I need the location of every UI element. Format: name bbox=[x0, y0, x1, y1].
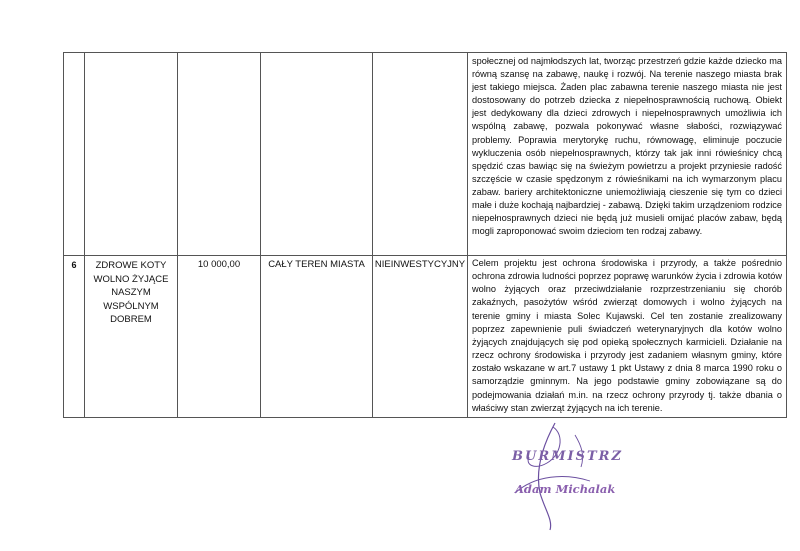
project-amount: 10 000,00 bbox=[197, 259, 241, 270]
cell-amount bbox=[178, 53, 261, 256]
cell-location bbox=[261, 53, 373, 256]
project-description: społecznej od najmłodszych lat, tworząc przestrzeń gdzie każde dziecko ma równą szansę na zabawę, naukę i rozwój. Na terenie naszego miasta brak jest takiego miejsca. Żaden plac zabawna terenie naszego miasta nie jest dostosowany do potrzeb dziecka z niepełnosprawnością ruchową. Obiekt jest dedykowany dla dzieci zdrowych i niepełnosprawnych umożliwia ich wspólną zabawę, pozwala pokonywać własne słabości, rozwiązywać problemy. Poprawia merytorykę ruchu, równowagę, eliminuje poczucie wykluczenia osób niepełnosprawnych, którzy tak jak inni rówieśnicy chcą spędzić czas bawiąc się na świeżym powietrzu a projekt przyniesie radość szczęście w czasie spędzonym z rówieśnikami na ich wymarzonym placu zabaw. bariery architektoniczne uniemożliwiają cieszenie się tym co dzieci małe i duże kochają najbardziej - zabawą. Dzięki takim urządzeniom rodzice niepełnosprawnych dzieci nie będą już musieli omijać placów zabaw, będą mogli zaproponować swoim dzieciom ten rodzaj zabawy. bbox=[472, 56, 782, 237]
row-number: 6 bbox=[71, 260, 77, 270]
project-name: ZDROWE KOTY WOLNO ŻYJĄCE NASZYM WSPÓLNYM DOBREM bbox=[93, 260, 169, 325]
cell-number bbox=[64, 53, 85, 256]
project-location: CAŁY TEREN MIASTA bbox=[268, 259, 365, 270]
table-row bbox=[64, 256, 787, 418]
cell-name bbox=[85, 256, 178, 418]
stamp-name: Adam Michalak bbox=[515, 482, 616, 496]
cell-amount bbox=[178, 256, 261, 418]
cell-type bbox=[373, 53, 468, 256]
project-type: NIEINWESTYCYJNY bbox=[374, 259, 466, 270]
cell-number bbox=[64, 256, 85, 418]
cell-type bbox=[373, 256, 468, 418]
table-row bbox=[64, 53, 787, 256]
cell-description bbox=[468, 53, 787, 256]
cell-name bbox=[85, 53, 178, 256]
cell-description bbox=[468, 256, 787, 418]
projects-table bbox=[63, 52, 787, 418]
signature-scribble bbox=[495, 415, 635, 535]
cell-location bbox=[261, 256, 373, 418]
project-description: Celem projektu jest ochrona środowiska i przyrody, a także pośrednio ochrona zdrowia ludności poprzez poprawę warunków życia i zdrowia kotów wolno żyjących oraz przeciwdziałanie rozprzestrzenianiu się chorób zakaźnych, pasożytów wśród zwierząt domowych i wolno żyjących na terenie gminy i miasta Solec Kujawski. Cel ten zostanie zrealizowany poprzez zapewnienie puli świadczeń weterynaryjnych dla kotów wolno żyjących znajdujących się pod opieką społecznych karmicieli. Działanie na rzecz ochrony środowiska i przyrody jest zadaniem własnym gminy, które zostało wskazane w art.7 ustawy 1 pkt Ustawy z dnia 8 marca 1990 roku o samorządzie gminnym. Na jego podstawie gminy zobowiązane są do podejmowania działań m.in. na rzecz ochrony przyrody tj. także dbania o właściwy stan zwierząt żyjących na ich terenie. bbox=[472, 258, 782, 413]
stamp-title: BURMISTRZ bbox=[512, 449, 623, 464]
